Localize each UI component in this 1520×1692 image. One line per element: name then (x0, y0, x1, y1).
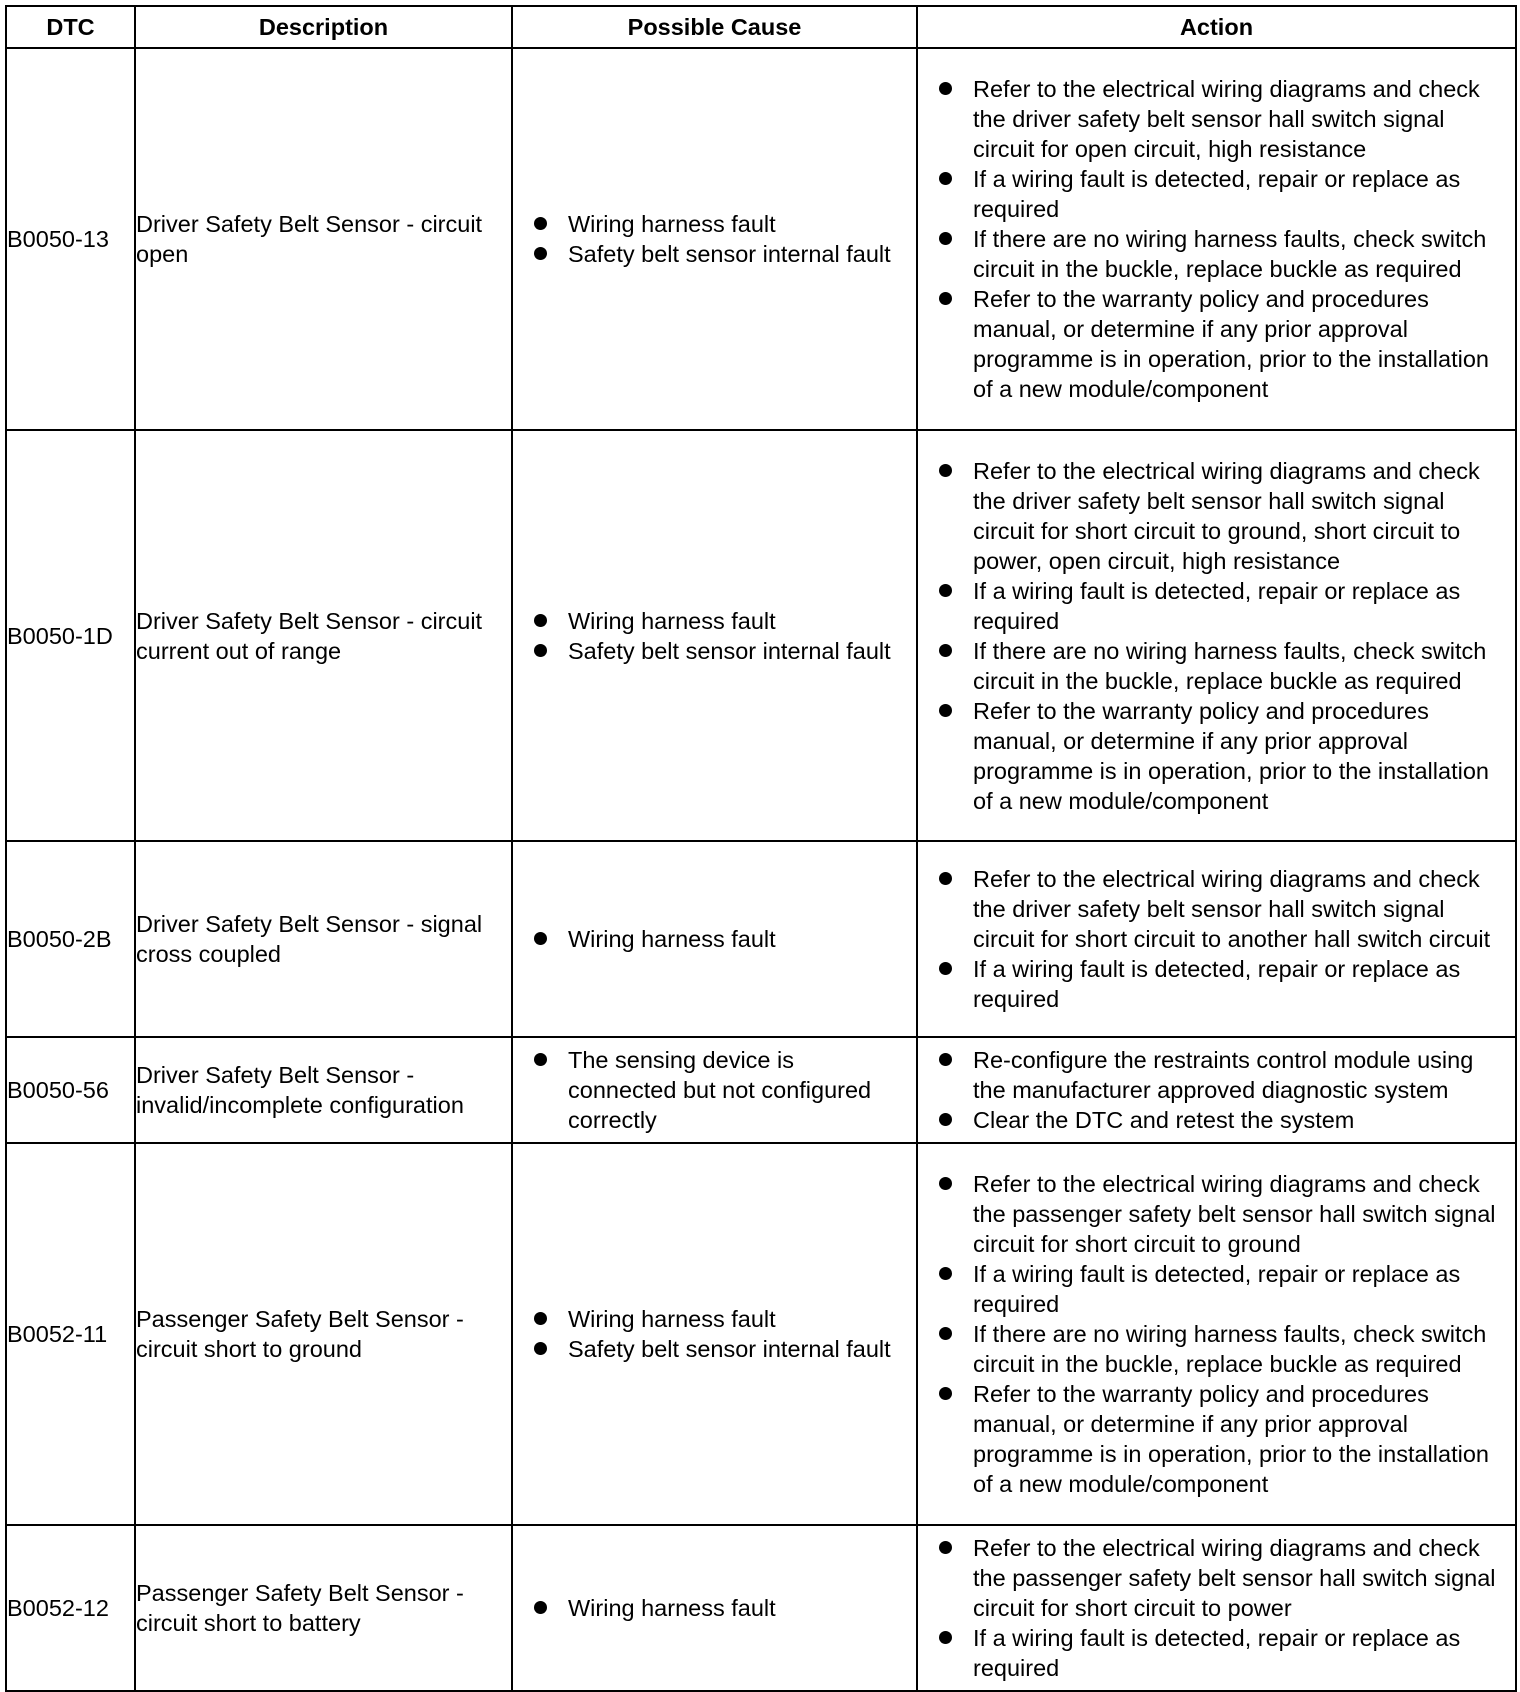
possible-cause-cell (512, 48, 917, 430)
dtc-description: Driver Safety Belt Sensor - signal cross coupled (135, 841, 512, 1037)
dtc-code: B0052-11 (6, 1143, 135, 1525)
dtc-description: Driver Safety Belt Sensor - circuit open (135, 48, 512, 430)
dtc-description: Passenger Safety Belt Sensor - circuit short to ground (135, 1143, 512, 1525)
possible-cause-list (513, 209, 916, 269)
possible-cause-list (513, 1045, 916, 1135)
action-text: If a wiring fault is detected, repair or replace as required (973, 577, 1461, 634)
action-cell (917, 1143, 1516, 1525)
action-text: Clear the DTC and retest the system (973, 1107, 1355, 1133)
bullet-icon (534, 217, 547, 230)
action-text: If there are no wiring harness faults, check switch circuit in the buckle, replace buckle as required (973, 637, 1487, 694)
possible-cause-text: Safety belt sensor internal fault (568, 241, 891, 267)
table-row (6, 1143, 1516, 1525)
dtc-code: B0052-12 (6, 1525, 135, 1691)
action-cell (917, 1525, 1516, 1691)
action-cell (917, 48, 1516, 430)
action-text: If there are no wiring harness faults, check switch circuit in the buckle, replace buckle as required (973, 226, 1487, 282)
action-list (918, 1165, 1515, 1503)
bullet-icon (939, 1541, 952, 1554)
list-item (973, 1045, 1511, 1105)
list-item (973, 864, 1511, 954)
header-action: Action (917, 6, 1516, 48)
action-text: Refer to the electrical wiring diagrams and check the driver safety belt sensor hall switch signal circuit for open circuit, high resistance (973, 76, 1480, 162)
list-item (973, 164, 1511, 224)
bullet-icon (939, 1267, 952, 1280)
dtc-description: Driver Safety Belt Sensor - invalid/incomplete configuration (135, 1037, 512, 1143)
bullet-icon (939, 1387, 952, 1400)
action-list (918, 860, 1515, 1018)
bullet-icon (534, 644, 547, 657)
dtc-code: B0050-1D (6, 430, 135, 841)
bullet-icon (939, 1053, 952, 1066)
possible-cause-text: Wiring harness fault (568, 211, 776, 237)
list-item (568, 1593, 908, 1623)
action-text: If a wiring fault is detected, repair or replace as required (973, 166, 1461, 222)
possible-cause-cell (512, 430, 917, 841)
list-item (973, 696, 1511, 816)
action-text: Refer to the warranty policy and procedures manual, or determine if any prior approval programme is in operation, prior to the installation of a new module/component (973, 286, 1489, 402)
action-list (918, 1041, 1515, 1139)
dtc-code: B0050-56 (6, 1037, 135, 1143)
list-item (973, 1105, 1511, 1135)
possible-cause-text: Wiring harness fault (568, 1595, 776, 1621)
list-item (568, 239, 908, 269)
list-item (568, 606, 908, 636)
bullet-icon (939, 232, 952, 245)
list-item (973, 1533, 1511, 1623)
table-row (6, 1037, 1516, 1143)
bullet-icon (939, 1327, 952, 1340)
action-cell (917, 841, 1516, 1037)
table-row (6, 430, 1516, 841)
bullet-icon (534, 1312, 547, 1325)
possible-cause-text: Safety belt sensor internal fault (568, 637, 891, 664)
header-possible-cause: Possible Cause (512, 6, 917, 48)
list-item (973, 1169, 1511, 1259)
list-item (973, 74, 1511, 164)
table-row (6, 48, 1516, 430)
action-text: If a wiring fault is detected, repair or replace as required (973, 1261, 1461, 1317)
header-dtc: DTC (6, 6, 135, 48)
action-list (918, 70, 1515, 408)
list-item (568, 209, 908, 239)
action-text: Refer to the electrical wiring diagrams and check the driver safety belt sensor hall switch signal circuit for short circuit to ground, short circuit to power, open circuit, high resistance (973, 457, 1480, 574)
possible-cause-cell (512, 1143, 917, 1525)
action-text: Re-configure the restraints control module using the manufacturer approved diagnostic system (973, 1047, 1474, 1103)
possible-cause-cell (512, 1037, 917, 1143)
bullet-icon (939, 82, 952, 95)
bullet-icon (534, 1601, 547, 1614)
bullet-icon (939, 962, 952, 975)
bullet-icon (939, 644, 952, 657)
possible-cause-cell (512, 841, 917, 1037)
bullet-icon (939, 464, 952, 477)
possible-cause-list (513, 924, 916, 954)
table-body (6, 48, 1516, 1691)
list-item (568, 924, 908, 954)
action-text: Refer to the electrical wiring diagrams and check the passenger safety belt sensor hall switch signal circuit for short circuit to power (973, 1535, 1496, 1621)
dtc-code: B0050-13 (6, 48, 135, 430)
bullet-icon (534, 614, 547, 627)
list-item (973, 636, 1511, 696)
action-text: Refer to the electrical wiring diagrams and check the passenger safety belt sensor hall switch signal circuit for short circuit to ground (973, 1171, 1496, 1257)
bullet-icon (939, 1177, 952, 1190)
bullet-icon (939, 872, 952, 885)
list-item (973, 954, 1511, 1014)
table-row (6, 1525, 1516, 1691)
bullet-icon (939, 1631, 952, 1644)
action-cell (917, 1037, 1516, 1143)
table-row (6, 841, 1516, 1037)
action-text: Refer to the warranty policy and procedures manual, or determine if any prior approval programme is in operation, prior to the installation of a new module/component (973, 697, 1489, 814)
action-cell (917, 430, 1516, 841)
dtc-code: B0050-2B (6, 841, 135, 1037)
header-description: Description (135, 6, 512, 48)
possible-cause-list (513, 1304, 916, 1364)
possible-cause-list (513, 1593, 916, 1623)
bullet-icon (939, 1113, 952, 1126)
table-header-row (6, 6, 1516, 48)
list-item (568, 1304, 908, 1334)
list-item (973, 224, 1511, 284)
possible-cause-list (513, 606, 916, 666)
bullet-icon (939, 172, 952, 185)
bullet-icon (534, 932, 547, 945)
bullet-icon (534, 1342, 547, 1355)
bullet-icon (939, 584, 952, 597)
action-text: If a wiring fault is detected, repair or replace as required (973, 956, 1461, 1012)
list-item (568, 1045, 908, 1135)
possible-cause-cell (512, 1525, 917, 1691)
bullet-icon (534, 247, 547, 260)
dtc-table (5, 5, 1517, 1692)
possible-cause-text: The sensing device is connected but not configured correctly (568, 1047, 872, 1133)
possible-cause-text: Wiring harness fault (568, 607, 776, 634)
list-item (973, 1379, 1511, 1499)
dtc-description: Driver Safety Belt Sensor - circuit current out of range (135, 430, 512, 841)
list-item (568, 1334, 908, 1364)
list-item (973, 1319, 1511, 1379)
action-text: If there are no wiring harness faults, check switch circuit in the buckle, replace buckle as required (973, 1321, 1487, 1377)
list-item (568, 636, 908, 666)
bullet-icon (939, 292, 952, 305)
action-text: If a wiring fault is detected, repair or replace as required (973, 1625, 1461, 1681)
list-item (973, 1623, 1511, 1683)
bullet-icon (534, 1053, 547, 1066)
action-list (918, 1529, 1515, 1687)
list-item (973, 456, 1511, 576)
list-item (973, 284, 1511, 404)
list-item (973, 576, 1511, 636)
possible-cause-text: Wiring harness fault (568, 926, 776, 952)
bullet-icon (939, 704, 952, 717)
possible-cause-text: Safety belt sensor internal fault (568, 1336, 891, 1362)
action-list (918, 452, 1515, 820)
list-item (973, 1259, 1511, 1319)
action-text: Refer to the warranty policy and procedures manual, or determine if any prior approval programme is in operation, prior to the installation of a new module/component (973, 1381, 1489, 1497)
dtc-description: Passenger Safety Belt Sensor - circuit short to battery (135, 1525, 512, 1691)
action-text: Refer to the electrical wiring diagrams and check the driver safety belt sensor hall switch signal circuit for short circuit to another hall switch circuit (973, 866, 1491, 952)
possible-cause-text: Wiring harness fault (568, 1306, 776, 1332)
